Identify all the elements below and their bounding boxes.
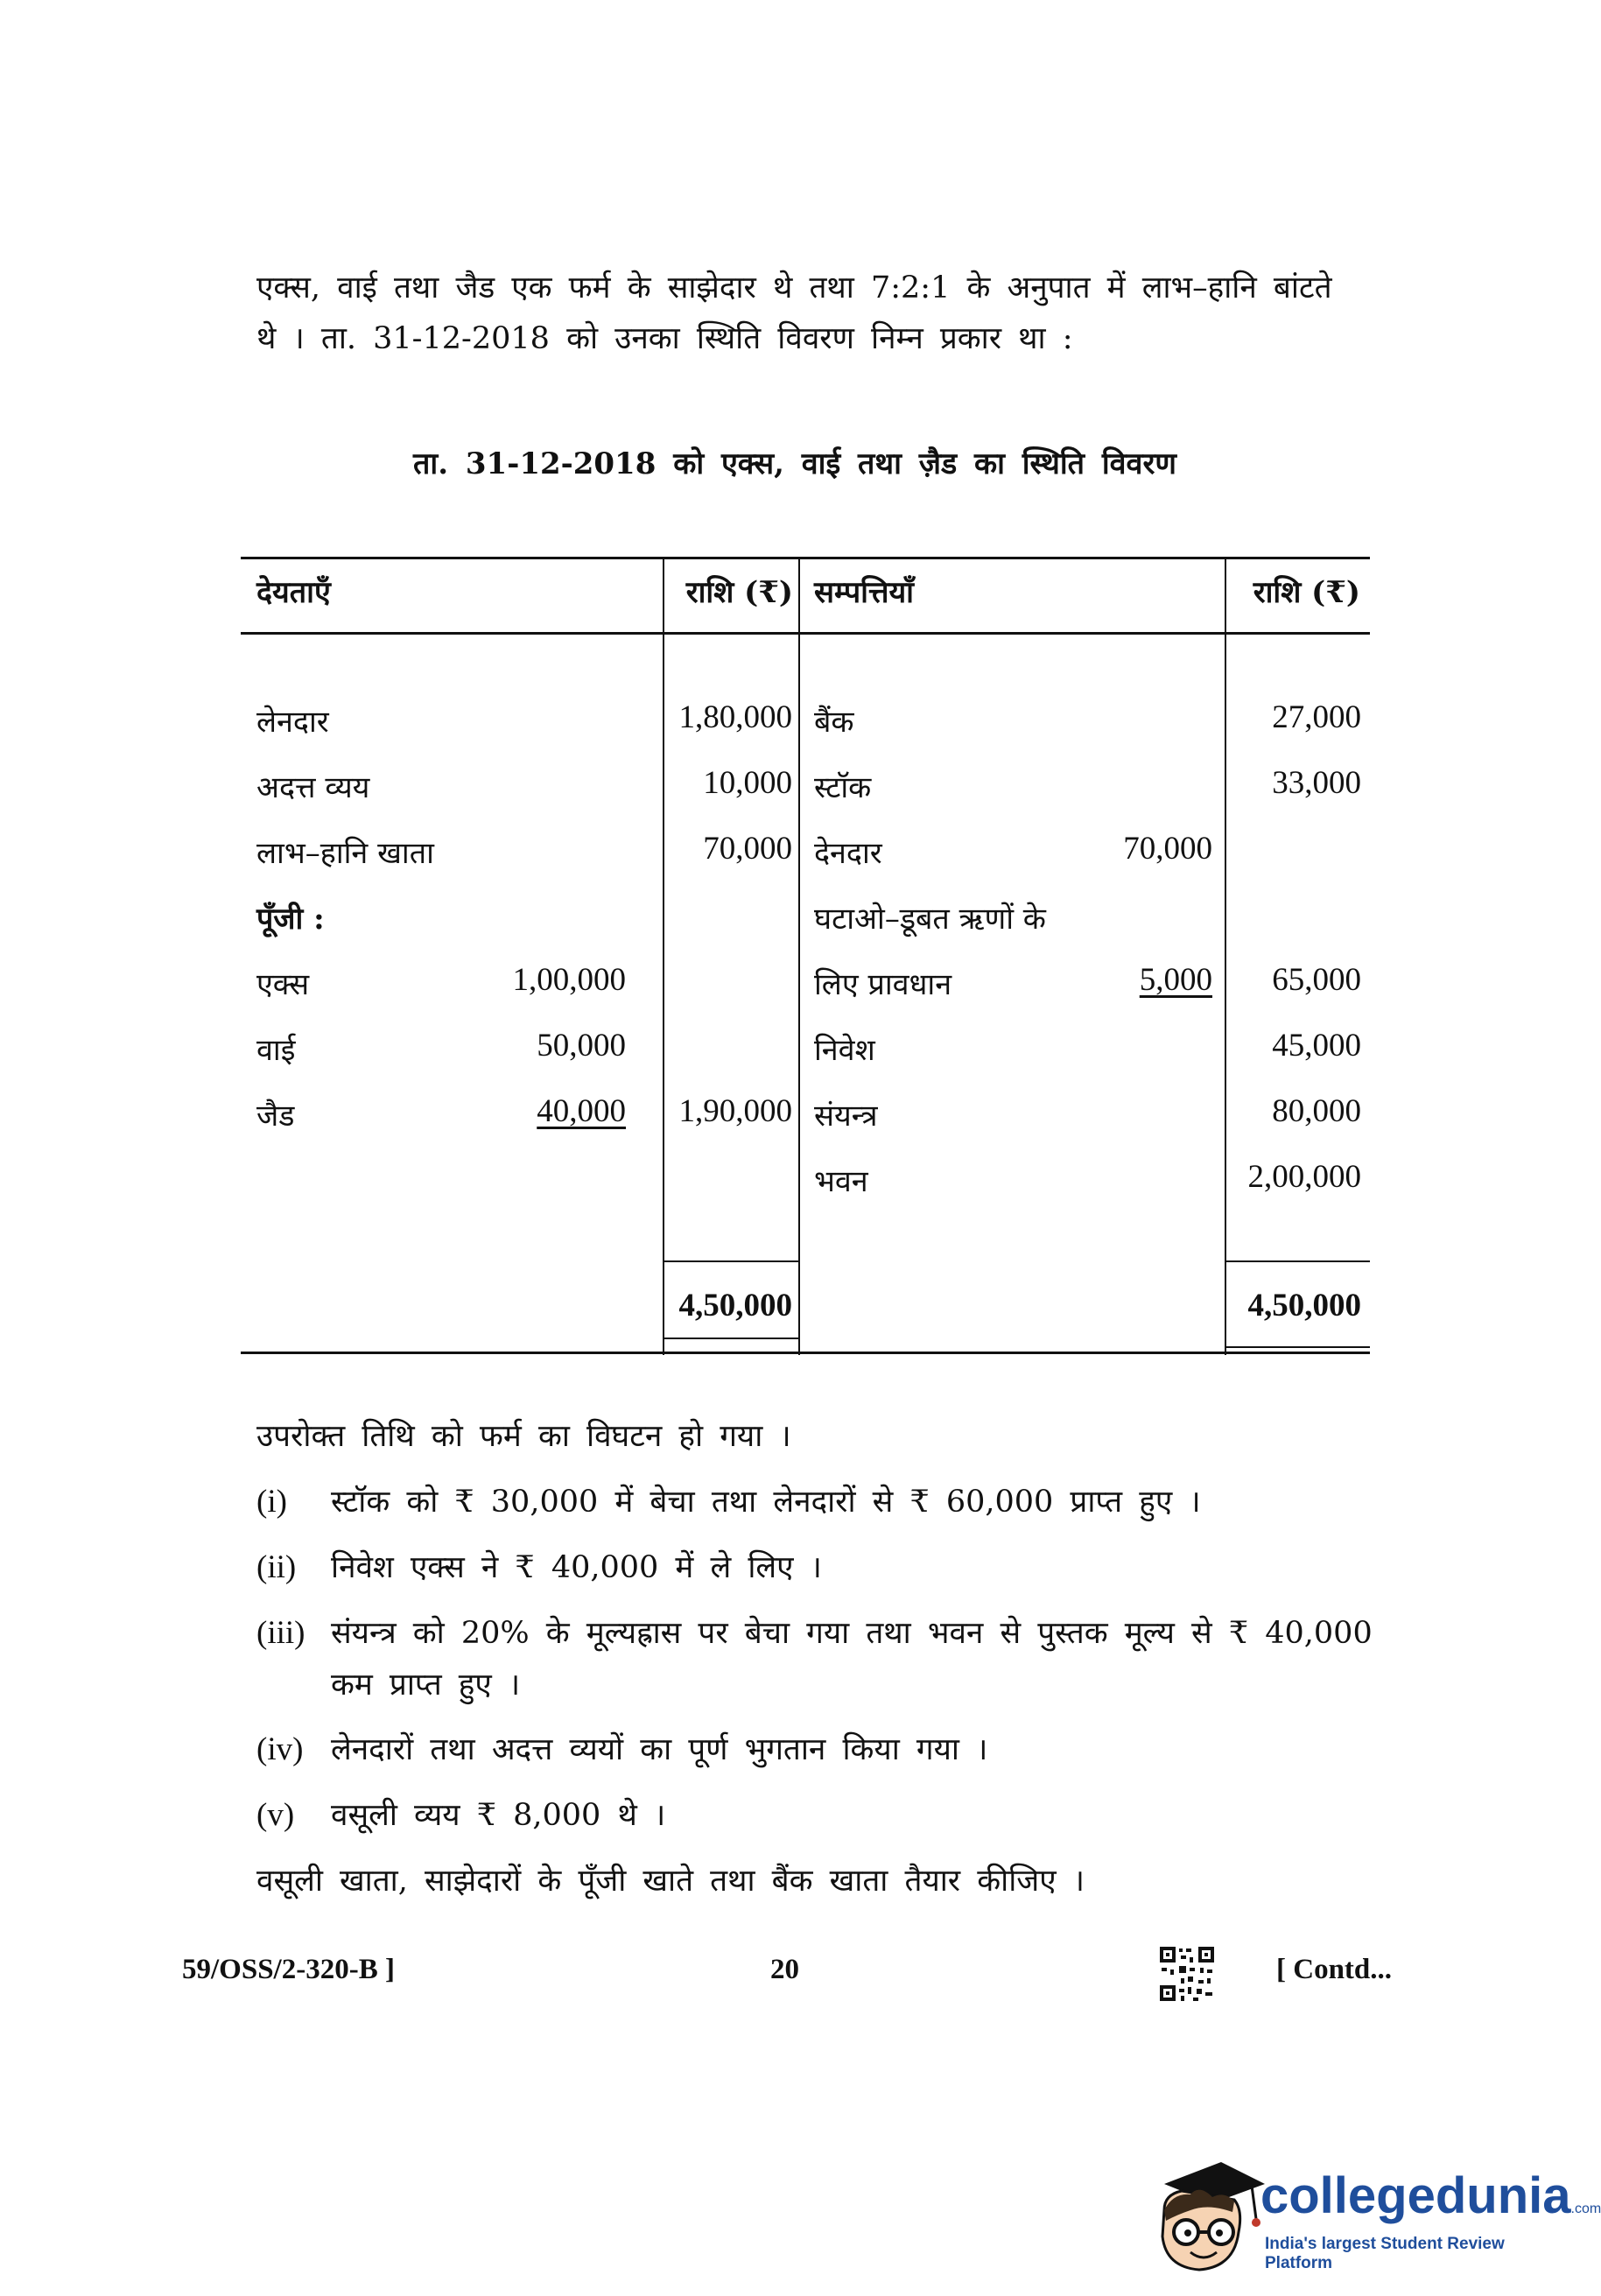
intro-line-2: थे । ता. 31-12-2018 को उनका स्थिति विवरण निम्न प्रकार था : (256, 321, 1073, 356)
liab-inner-amount: 50,000 (537, 1028, 626, 1064)
liab-label: एक्स (256, 967, 310, 1002)
asset-amount-left-rule (1225, 557, 1226, 1355)
table-bottom-rule (241, 1352, 1370, 1354)
dissolution-note: उपरोक्त तिथि को फर्म का विघटन हो गया । (256, 1419, 791, 1454)
brand-name (1260, 2166, 1601, 2225)
item-number: (v) (256, 1797, 295, 1833)
table-title: ता. 31-12-2018 को एक्स, वाई तथा ज़ैड का स्थिति विवरण (413, 446, 1176, 481)
header-assets: सम्पत्तियाँ (814, 575, 914, 610)
liab-total: 4,50,000 (678, 1288, 792, 1324)
asset-label: बैंक (814, 705, 854, 740)
liab-amount: 10,000 (703, 765, 792, 801)
item-text: संयन्त्र को 20% के मूल्यह्रास पर बेचा गया तथा भवन से पुस्तक मूल्य से ₹ 40,000 (331, 1616, 1373, 1651)
asset-total-top-rule (1225, 1260, 1370, 1262)
liab-label: अदत्त व्यय (256, 770, 370, 805)
liab-label: पूँजी : (256, 902, 325, 937)
list-item (256, 1608, 1373, 1659)
item-text: लेनदारों तथा अदत्त व्ययों का पूर्ण भुगतान किया गया । (331, 1732, 988, 1767)
asset-total-double-rule (1225, 1346, 1370, 1348)
table-top-rule (241, 557, 1370, 559)
list-item (256, 1542, 822, 1593)
header-liab-amount: राशि (₹) (685, 575, 793, 610)
asset-amount: 33,000 (1272, 765, 1361, 801)
asset-label: भवन (814, 1164, 868, 1199)
liab-amount: 1,90,000 (678, 1093, 792, 1129)
center-rule (798, 557, 800, 1355)
header-bottom-rule (241, 632, 1370, 635)
item-text: वसूली व्यय ₹ 8,000 थे । (331, 1798, 666, 1833)
item-number: (i) (256, 1484, 287, 1520)
asset-label: घटाओ–डूबत ऋणों के (814, 902, 1046, 937)
asset-total: 4,50,000 (1247, 1288, 1361, 1324)
item-number: (ii) (256, 1549, 297, 1585)
header-asset-amount: राशि (₹) (1253, 575, 1360, 610)
asset-amount: 2,00,000 (1247, 1159, 1361, 1195)
asset-inner-amount: 5,000 (1139, 962, 1212, 998)
liab-inner-amount: 1,00,000 (512, 962, 626, 998)
item-text: निवेश एक्स ने ₹ 40,000 में ले लिए । (331, 1550, 822, 1585)
intro-paragraph (256, 263, 1333, 364)
liab-label: जैड (256, 1099, 295, 1134)
liab-amount: 1,80,000 (678, 699, 792, 735)
asset-label: लिए प्रावधान (814, 967, 952, 1002)
liab-label: वाई (256, 1033, 296, 1068)
brand-tagline: India's largest Student Review Platform (1265, 2235, 1505, 2272)
asset-inner-amount: 70,000 (1123, 831, 1212, 867)
liab-total-top-rule (664, 1260, 799, 1262)
continued-marker: [ Contd... (1276, 1954, 1393, 1985)
liab-total-double-rule (664, 1338, 799, 1339)
list-item (256, 1477, 1201, 1527)
header-liabilities: देयताएँ (256, 575, 331, 610)
asset-label: स्टॉक (814, 770, 872, 805)
asset-amount: 80,000 (1272, 1093, 1361, 1129)
intro-line-1: एक्स, वाई तथा जैड एक फर्म के साझेदार थे तथा 7:2:1 के अनुपात में लाभ–हानि बांटते (256, 270, 1332, 305)
asset-label: देनदार (814, 836, 882, 871)
list-item (256, 1724, 987, 1775)
liab-label: लेनदार (256, 705, 329, 740)
item-number: (iii) (256, 1615, 305, 1651)
page-number: 20 (770, 1954, 799, 1985)
list-item-continuation: कम प्राप्त हुए । (331, 1668, 521, 1703)
paper-code: 59/OSS/2-320-B ] (182, 1954, 395, 1985)
asset-amount: 27,000 (1272, 699, 1361, 735)
qr-code-icon (1158, 1945, 1216, 2003)
liab-inner-amount: 40,000 (537, 1093, 626, 1129)
asset-label: संयन्त्र (814, 1099, 878, 1134)
item-number: (iv) (256, 1731, 304, 1767)
liab-amount-left-rule (663, 557, 664, 1355)
asset-amount: 65,000 (1272, 962, 1361, 998)
asset-amount: 45,000 (1272, 1028, 1361, 1064)
brand-suffix: .com (1570, 2201, 1601, 2216)
liab-amount: 70,000 (703, 831, 792, 867)
brand-name-text: collegedunia (1260, 2167, 1571, 2224)
list-item (256, 1790, 665, 1841)
student-mascot-icon (1147, 2149, 1269, 2280)
asset-label: निवेश (814, 1033, 875, 1068)
instruction: वसूली खाता, साझेदारों के पूँजी खाते तथा बैंक खाता तैयार कीजिए । (256, 1864, 1085, 1899)
liab-label: लाभ–हानि खाता (256, 836, 434, 871)
item-text: स्टॉक को ₹ 30,000 में बेचा तथा लेनदारों से ₹ 60,000 प्राप्त हुए । (331, 1485, 1201, 1520)
